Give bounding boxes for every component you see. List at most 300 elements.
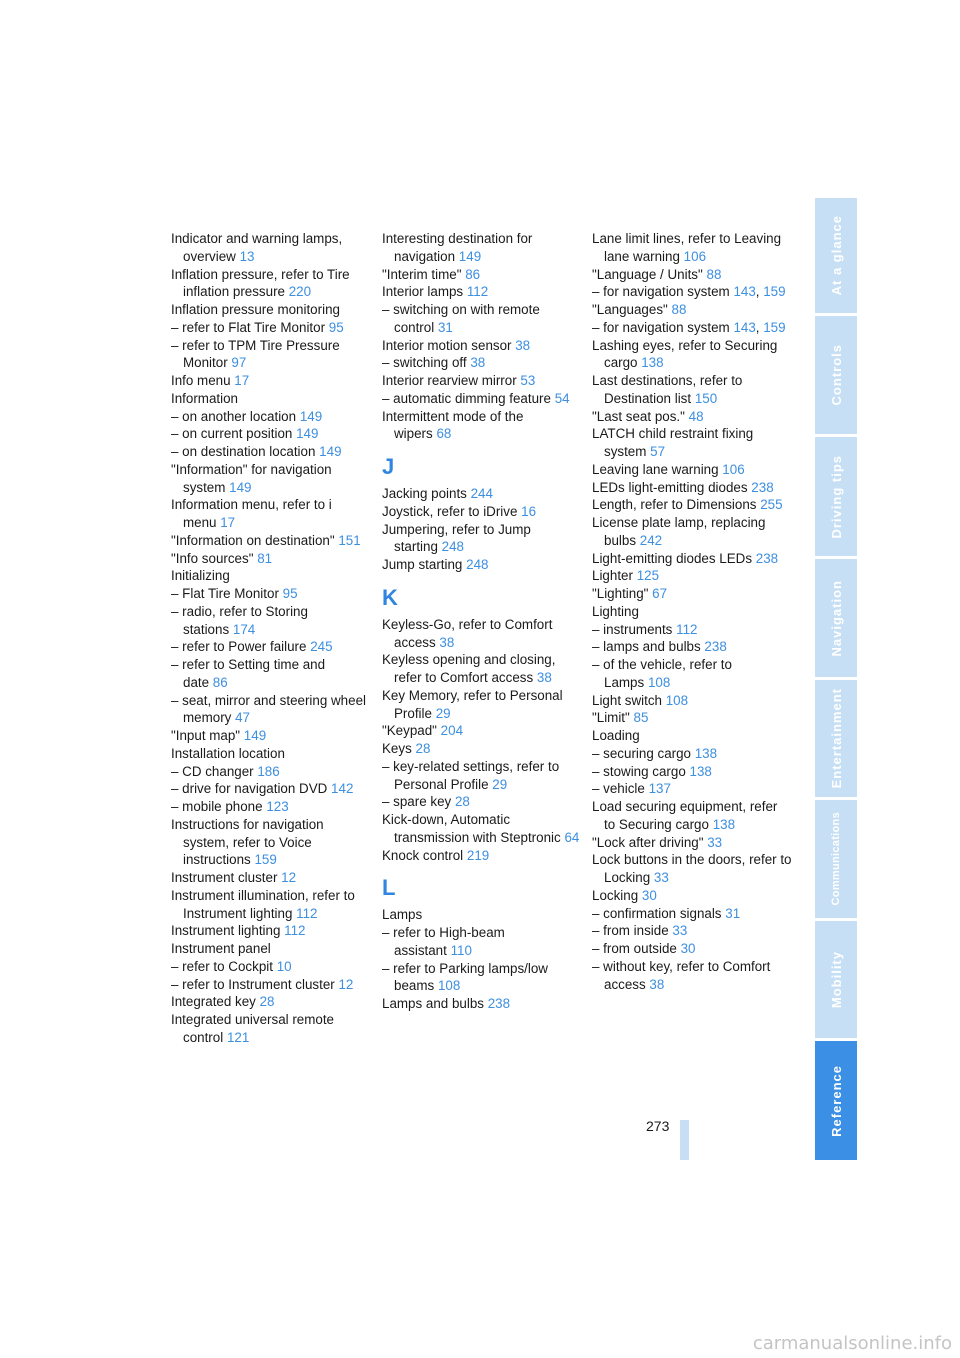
index-entry xyxy=(171,745,371,763)
index-entry-text: Lock buttons in the doors, refer to Locking xyxy=(592,852,792,885)
index-entry-text: Lane limit lines, refer to Leaving lane warning xyxy=(592,231,782,264)
page-reference-link[interactable]: 86 xyxy=(212,674,228,690)
index-entry xyxy=(592,745,792,763)
index-entry-text: "Language / Units" xyxy=(592,266,703,282)
page-separator: , xyxy=(755,284,764,300)
index-entry xyxy=(382,651,582,687)
index-column-1 xyxy=(171,230,371,1047)
tab-entertainment[interactable] xyxy=(815,680,857,797)
index-entry xyxy=(592,425,792,461)
page-reference-link[interactable]: 38 xyxy=(649,976,665,992)
index-entry-text: Jumpering, refer to Jump starting xyxy=(382,521,531,555)
index-entry-text: – refer to High-beam assistant xyxy=(382,925,505,958)
index-entry xyxy=(592,266,792,284)
index-entry-text: Lamps xyxy=(382,907,423,923)
index-entry xyxy=(592,692,792,710)
page-reference-link[interactable]: 112 xyxy=(676,621,698,637)
index-entry xyxy=(382,521,582,557)
page-reference-link[interactable]: 16 xyxy=(521,503,537,519)
index-entry xyxy=(592,301,792,319)
index-entry xyxy=(171,656,371,692)
index-entry-text: – switching off xyxy=(382,355,467,371)
page-reference-link[interactable]: 81 xyxy=(257,550,273,566)
index-entry-text: Locking xyxy=(592,887,639,903)
page-reference-link[interactable]: 28 xyxy=(415,741,431,756)
index-entry xyxy=(382,616,582,652)
page-reference-link[interactable]: 38 xyxy=(439,634,455,650)
page-reference-link[interactable]: 143 xyxy=(733,284,756,300)
page-reference-link[interactable]: 106 xyxy=(683,248,707,264)
page-reference-link[interactable]: 151 xyxy=(338,532,361,548)
index-entry xyxy=(171,869,371,887)
index-entry-text: – securing cargo xyxy=(592,745,691,761)
index-entry-text: Light-emitting diodes LEDs xyxy=(592,550,753,566)
index-entry-text: – refer to Parking lamps/low beams xyxy=(382,960,548,994)
index-entry-text: – of the vehicle, refer to Lamps xyxy=(592,657,732,690)
index-entry xyxy=(171,603,371,639)
index-entry-text: – radio, refer to Storing stations xyxy=(171,603,308,637)
index-entry-text: Information menu, refer to i menu xyxy=(171,497,332,530)
index-letter-heading: K xyxy=(382,584,398,610)
index-entry xyxy=(382,924,582,960)
index-entry xyxy=(592,319,792,337)
tab-label: Mobility xyxy=(828,950,844,1009)
index-entry-text: "Lock after driving" xyxy=(592,834,704,850)
index-entry xyxy=(592,834,792,852)
watermark: carmanualsonline.info xyxy=(752,1333,952,1354)
index-entry xyxy=(171,585,371,603)
page-reference-link[interactable]: 123 xyxy=(266,799,289,814)
page-reference-link[interactable]: 108 xyxy=(647,674,671,690)
index-entry-text: – without key, refer to Comfort access xyxy=(592,958,771,992)
page-reference-link[interactable]: 143 xyxy=(733,319,756,335)
index-entry xyxy=(382,811,582,847)
index-entry xyxy=(382,337,582,355)
index-entry-text: Instrument panel xyxy=(171,941,271,956)
index-entry xyxy=(171,266,371,302)
index-entry xyxy=(171,922,371,940)
index-entry xyxy=(171,958,371,976)
index-entry-text: – on current position xyxy=(171,426,293,442)
index-entry xyxy=(382,847,582,865)
index-entry xyxy=(382,485,582,503)
page-reference-link[interactable]: 106 xyxy=(722,461,745,477)
index-entry xyxy=(592,887,792,905)
page-reference-link[interactable]: 33 xyxy=(707,834,723,850)
index-entry xyxy=(171,372,371,390)
page-reference-link[interactable]: 68 xyxy=(436,426,452,442)
index-entry-text: – key-related settings, refer to Personal Profile xyxy=(382,758,560,792)
page-reference-link[interactable]: 38 xyxy=(470,355,486,371)
index-entry-text: Light switch xyxy=(592,692,662,708)
index-entry xyxy=(171,567,371,585)
index-entry-text: Indicator and warning lamps, overview xyxy=(171,231,343,264)
page-reference-link[interactable]: 138 xyxy=(641,355,664,371)
index-entry-text: – drive for navigation DVD xyxy=(171,781,328,797)
index-entry xyxy=(382,266,582,284)
index-entry-text: "Lighting" xyxy=(592,586,649,601)
page-reference-link[interactable]: 238 xyxy=(487,996,511,1011)
page-reference-link[interactable]: 85 xyxy=(633,710,649,726)
page-reference-link[interactable]: 159 xyxy=(763,284,786,300)
index-entry xyxy=(382,960,582,996)
page-reference-link[interactable]: 186 xyxy=(257,763,280,779)
index-entry xyxy=(592,603,792,621)
index-entry xyxy=(171,496,371,532)
index-entry xyxy=(382,906,582,924)
tab-mobility[interactable] xyxy=(815,921,857,1038)
page-reference-link[interactable]: 244 xyxy=(470,486,493,501)
page-reference-link[interactable]: 245 xyxy=(310,639,333,655)
index-entry xyxy=(592,763,792,781)
tab-label: Controls xyxy=(828,344,844,406)
index-entry-text: – seat, mirror and steering wheel memory xyxy=(171,692,367,726)
index-entry-text: Load securing equipment, refer to Securing cargo xyxy=(592,799,778,832)
index-entry xyxy=(382,354,582,372)
index-entry-text: – refer to Setting time and date xyxy=(171,657,326,690)
page-reference-link[interactable]: 238 xyxy=(704,639,727,655)
page-reference-link[interactable]: 138 xyxy=(694,745,718,761)
index-entry-text: Installation location xyxy=(171,745,285,761)
tab-controls[interactable] xyxy=(815,316,857,434)
tab-label: Communications xyxy=(830,812,842,906)
index-entry-text: Kick-down, Automatic transmission with Steptronic xyxy=(382,812,561,845)
page-reference-link[interactable]: 12 xyxy=(281,870,297,885)
index-entry-text: – vehicle xyxy=(592,781,645,797)
index-entry xyxy=(171,780,371,798)
index-entry xyxy=(171,337,371,373)
index-entry-text: Lighting xyxy=(592,603,639,619)
index-entry-text: – from inside xyxy=(592,923,669,939)
index-entry xyxy=(382,995,582,1013)
page-reference-link[interactable]: 30 xyxy=(641,887,657,903)
index-entry xyxy=(592,922,792,940)
page-number-bar xyxy=(680,1120,689,1160)
index-entry xyxy=(592,496,792,514)
index-entry xyxy=(171,940,371,958)
page-reference-link[interactable]: 88 xyxy=(671,302,687,317)
index-entry-text: – for navigation system xyxy=(592,319,730,335)
page-reference-link[interactable]: 31 xyxy=(725,905,741,921)
index-entry xyxy=(592,851,792,887)
index-entry-text: Inflation pressure, refer to Tire inflation pressure xyxy=(171,266,350,300)
index-entry xyxy=(382,740,582,758)
index-entry-text: Integrated key xyxy=(171,994,256,1010)
index-entry xyxy=(592,780,792,798)
page-reference-link[interactable]: 33 xyxy=(672,923,688,939)
index-entry xyxy=(592,638,792,656)
tab-label: Entertainment xyxy=(828,688,844,789)
index-entry-text: – spare key xyxy=(382,794,452,810)
index-entry-text: – lamps and bulbs xyxy=(592,639,701,655)
page-reference-link[interactable]: 149 xyxy=(243,728,267,743)
index-entry-text: Initializing xyxy=(171,568,230,584)
page-reference-link[interactable]: 29 xyxy=(435,705,451,721)
tab-driving-tips[interactable] xyxy=(815,437,857,556)
index-entry-text: Interior lamps xyxy=(382,284,464,300)
page-reference-link[interactable]: 54 xyxy=(554,390,570,406)
page-reference-link[interactable]: 149 xyxy=(299,408,323,424)
tab-label: At a glance xyxy=(828,215,844,296)
index-entry xyxy=(592,337,792,373)
index-entry-text: "Languages" xyxy=(592,302,668,317)
index-entry xyxy=(592,798,792,834)
index-entry-text: Interesting destination for navigation xyxy=(382,231,533,264)
page-reference-link[interactable]: 112 xyxy=(466,284,489,300)
page-reference-link[interactable]: 149 xyxy=(296,426,319,442)
index-entry-text: Last destinations, refer to Destination list xyxy=(592,373,743,406)
page-reference-link[interactable]: 138 xyxy=(689,763,712,779)
page-number: 273 xyxy=(646,1118,670,1134)
index-entry xyxy=(171,976,371,994)
index-entry xyxy=(592,567,792,585)
index-letter-heading: L xyxy=(382,875,396,901)
page-reference-link[interactable]: 17 xyxy=(234,373,250,388)
tab-at-a-glance[interactable] xyxy=(815,198,857,313)
index-entry xyxy=(592,461,792,479)
page-reference-link[interactable]: 142 xyxy=(331,781,354,797)
index-column-2 xyxy=(382,230,582,1013)
page-reference-link[interactable]: 112 xyxy=(284,923,306,939)
index-entry xyxy=(592,514,792,550)
index-entry-text: Information xyxy=(171,390,238,406)
page-reference-link[interactable]: 125 xyxy=(636,568,660,584)
index-entry-text: LEDs light-emitting diodes xyxy=(592,479,748,495)
page-reference-link[interactable]: 57 xyxy=(650,444,666,459)
index-entry-text: Lashing eyes, refer to Securing cargo xyxy=(592,337,778,371)
page-reference-link[interactable]: 137 xyxy=(648,781,671,797)
page-reference-link[interactable]: 53 xyxy=(520,373,536,388)
page-reference-link[interactable]: 12 xyxy=(338,976,354,992)
index-entry-text: Inflation pressure monitoring xyxy=(171,302,340,317)
index-entry-text: Intermittent mode of the wipers xyxy=(382,408,524,442)
index-entry-text: – for navigation system xyxy=(592,284,730,300)
page-reference-link[interactable]: 30 xyxy=(680,941,696,956)
index-entry-text: "Last seat pos." xyxy=(592,408,685,424)
index-entry xyxy=(171,1011,371,1047)
index-entry-text: Jump starting xyxy=(382,557,463,572)
index-entry xyxy=(171,319,371,337)
section-tabs xyxy=(815,198,857,1160)
page-reference-link[interactable]: 29 xyxy=(492,776,508,792)
index-entry xyxy=(592,621,792,639)
index-entry-text: "Information on destination" xyxy=(171,532,335,548)
index-entry-text: – on destination location xyxy=(171,444,316,459)
page-reference-link[interactable]: 138 xyxy=(712,816,736,832)
index-entry xyxy=(171,390,371,408)
index-entry-text: Lamps and bulbs xyxy=(382,996,484,1011)
index-entry xyxy=(592,372,792,408)
page-reference-link[interactable]: 219 xyxy=(466,847,490,863)
index-entry-text: Instrument lighting xyxy=(171,923,281,939)
index-entry xyxy=(382,408,582,444)
page-reference-link[interactable]: 238 xyxy=(751,479,774,495)
index-entry xyxy=(171,763,371,781)
page-reference-link[interactable]: 204 xyxy=(440,723,464,739)
page-reference-link[interactable]: 17 xyxy=(220,515,236,530)
page-reference-link[interactable]: 159 xyxy=(254,852,277,868)
index-entry-text: – refer to Flat Tire Monitor xyxy=(171,319,326,335)
tab-label: Driving tips xyxy=(828,454,844,539)
index-entry-text: Length, refer to Dimensions xyxy=(592,497,757,513)
page-reference-link[interactable]: 108 xyxy=(665,692,689,708)
index-entry xyxy=(592,479,792,497)
index-entry xyxy=(171,230,371,266)
index-entry xyxy=(171,425,371,443)
index-entry xyxy=(171,301,371,319)
index-entry xyxy=(592,940,792,958)
index-entry-text: Keyless opening and closing, refer to Comfort access xyxy=(382,652,556,685)
page-reference-link[interactable]: 28 xyxy=(259,994,275,1010)
page-reference-link[interactable]: 149 xyxy=(319,444,342,459)
index-entry xyxy=(382,230,582,266)
page-reference-link[interactable]: 112 xyxy=(296,905,318,921)
index-entry xyxy=(171,532,371,550)
index-entry-text: Key Memory, refer to Personal Profile xyxy=(382,687,563,721)
page-reference-link[interactable]: 248 xyxy=(466,557,489,572)
index-entry-text: License plate lamp, replacing bulbs xyxy=(592,515,766,548)
tab-communications[interactable] xyxy=(815,800,857,918)
index-entry xyxy=(592,408,792,426)
page-reference-link[interactable]: 149 xyxy=(458,248,482,264)
page-reference-link[interactable]: 108 xyxy=(437,978,461,994)
tab-label: Reference xyxy=(828,1064,844,1137)
index-entry xyxy=(382,301,582,337)
index-entry-text: – CD changer xyxy=(171,763,254,779)
page-reference-link[interactable]: 149 xyxy=(229,479,252,495)
index-entry xyxy=(171,727,371,745)
page-reference-link[interactable]: 97 xyxy=(231,355,247,371)
tab-reference[interactable] xyxy=(815,1041,857,1160)
page-reference-link[interactable]: 13 xyxy=(239,248,255,264)
page-reference-link[interactable]: 174 xyxy=(232,621,256,637)
index-entry-text: – Flat Tire Monitor xyxy=(171,586,279,601)
tab-label: Navigation xyxy=(828,579,844,657)
page-reference-link[interactable]: 95 xyxy=(328,319,344,335)
index-entry xyxy=(382,283,582,301)
index-entry xyxy=(171,461,371,497)
index-entry xyxy=(592,905,792,923)
index-entry xyxy=(592,283,792,301)
index-entry xyxy=(171,993,371,1011)
page-reference-link[interactable]: 150 xyxy=(694,390,718,406)
index-entry-text: Interior motion sensor xyxy=(382,337,512,353)
page-reference-link[interactable]: 121 xyxy=(226,1029,250,1045)
page-reference-link[interactable]: 28 xyxy=(454,794,470,810)
page-reference-link[interactable]: 31 xyxy=(437,319,453,335)
index-entry-text: Knock control xyxy=(382,847,464,863)
index-entry-text: – refer to Instrument cluster xyxy=(171,976,335,992)
index-entry-text: – refer to Power failure xyxy=(171,639,307,655)
index-entry-text: – confirmation signals xyxy=(592,905,722,921)
page-reference-link[interactable]: 255 xyxy=(760,497,783,513)
index-letter-heading: J xyxy=(382,454,395,479)
index-entry-text: – stowing cargo xyxy=(592,763,686,779)
index-entry xyxy=(592,727,792,745)
index-entry xyxy=(171,798,371,816)
index-entry xyxy=(382,722,582,740)
index-entry-text: "Interim time" xyxy=(382,266,462,282)
index-entry-text: Leaving lane warning xyxy=(592,461,719,477)
index-entry xyxy=(171,887,371,923)
index-entry xyxy=(592,958,792,994)
index-entry-text: – automatic dimming feature xyxy=(382,390,551,406)
page-reference-link[interactable]: 95 xyxy=(282,586,298,601)
index-entry xyxy=(592,656,792,692)
page-reference-link[interactable]: 159 xyxy=(763,319,786,335)
page-reference-link[interactable]: 67 xyxy=(652,586,668,601)
index-entry xyxy=(382,687,582,723)
index-entry xyxy=(382,503,582,521)
index-entry xyxy=(592,230,792,266)
index-entry-text: "Information" for navigation system xyxy=(171,461,332,495)
page-reference-link[interactable]: 38 xyxy=(536,670,552,685)
page-reference-link[interactable]: 220 xyxy=(288,284,312,300)
index-entry-text: Instructions for navigation system, refer to Voice instructions xyxy=(171,816,324,868)
index-entry-text: "Info sources" xyxy=(171,550,254,566)
index-entry-text: – switching on with remote control xyxy=(382,302,540,335)
page-reference-link[interactable]: 238 xyxy=(755,550,779,566)
page-reference-link[interactable]: 48 xyxy=(688,408,704,424)
index-entry-text: – instruments xyxy=(592,621,673,637)
index-entry xyxy=(382,372,582,390)
index-entry-text: "Keypad" xyxy=(382,723,437,739)
index-entry-text: Integrated universal remote control xyxy=(171,1012,335,1045)
index-entry-text: Instrument cluster xyxy=(171,870,278,885)
page-reference-link[interactable]: 33 xyxy=(653,870,669,885)
index-entry xyxy=(382,556,582,574)
index-entry xyxy=(592,550,792,568)
index-entry xyxy=(171,638,371,656)
index-entry-text: – from outside xyxy=(592,941,677,956)
index-entry-text: Loading xyxy=(592,728,640,743)
index-entry xyxy=(382,390,582,408)
index-entry-text: – on another location xyxy=(171,408,297,424)
index-entry-text: Instrument illumination, refer to Instrument lighting xyxy=(171,887,355,921)
page-reference-link[interactable]: 88 xyxy=(706,266,722,282)
index-entry xyxy=(171,408,371,426)
tab-navigation[interactable] xyxy=(815,559,857,677)
index-entry-text: Keys xyxy=(382,741,412,756)
index-column-3 xyxy=(592,230,792,993)
index-entry-text: LATCH child restraint fixing system xyxy=(592,426,754,459)
index-entry-text: – refer to TPM Tire Pressure Monitor xyxy=(171,337,340,371)
index-entry xyxy=(382,758,582,794)
index-entry-text: Joystick, refer to iDrive xyxy=(382,503,518,519)
page-reference-link[interactable]: 110 xyxy=(450,942,472,958)
index-entry-text: "Input map" xyxy=(171,728,241,743)
index-entry-text: – mobile phone xyxy=(171,799,263,814)
index-entry xyxy=(171,443,371,461)
page-reference-link[interactable]: 64 xyxy=(564,829,580,845)
index-entry xyxy=(171,816,371,869)
page-reference-link[interactable]: 47 xyxy=(235,710,250,726)
page-reference-link[interactable]: 248 xyxy=(441,539,464,555)
page-reference-link[interactable]: 38 xyxy=(515,337,531,353)
page-reference-link[interactable]: 86 xyxy=(465,266,481,282)
index-entry-text: Keyless-Go, refer to Comfort access xyxy=(382,616,553,650)
index-entry-text: Jacking points xyxy=(382,486,467,501)
index-entry xyxy=(592,709,792,727)
index-entry-text: Interior rearview mirror xyxy=(382,373,517,388)
page-separator: , xyxy=(755,319,764,335)
index-entry-text: – refer to Cockpit xyxy=(171,958,273,974)
index-entry-text: Info menu xyxy=(171,373,231,388)
index-entry-text: Lighter xyxy=(592,568,633,584)
index-entry xyxy=(171,550,371,568)
page-reference-link[interactable]: 10 xyxy=(276,958,292,974)
page-reference-link[interactable]: 242 xyxy=(639,532,663,548)
